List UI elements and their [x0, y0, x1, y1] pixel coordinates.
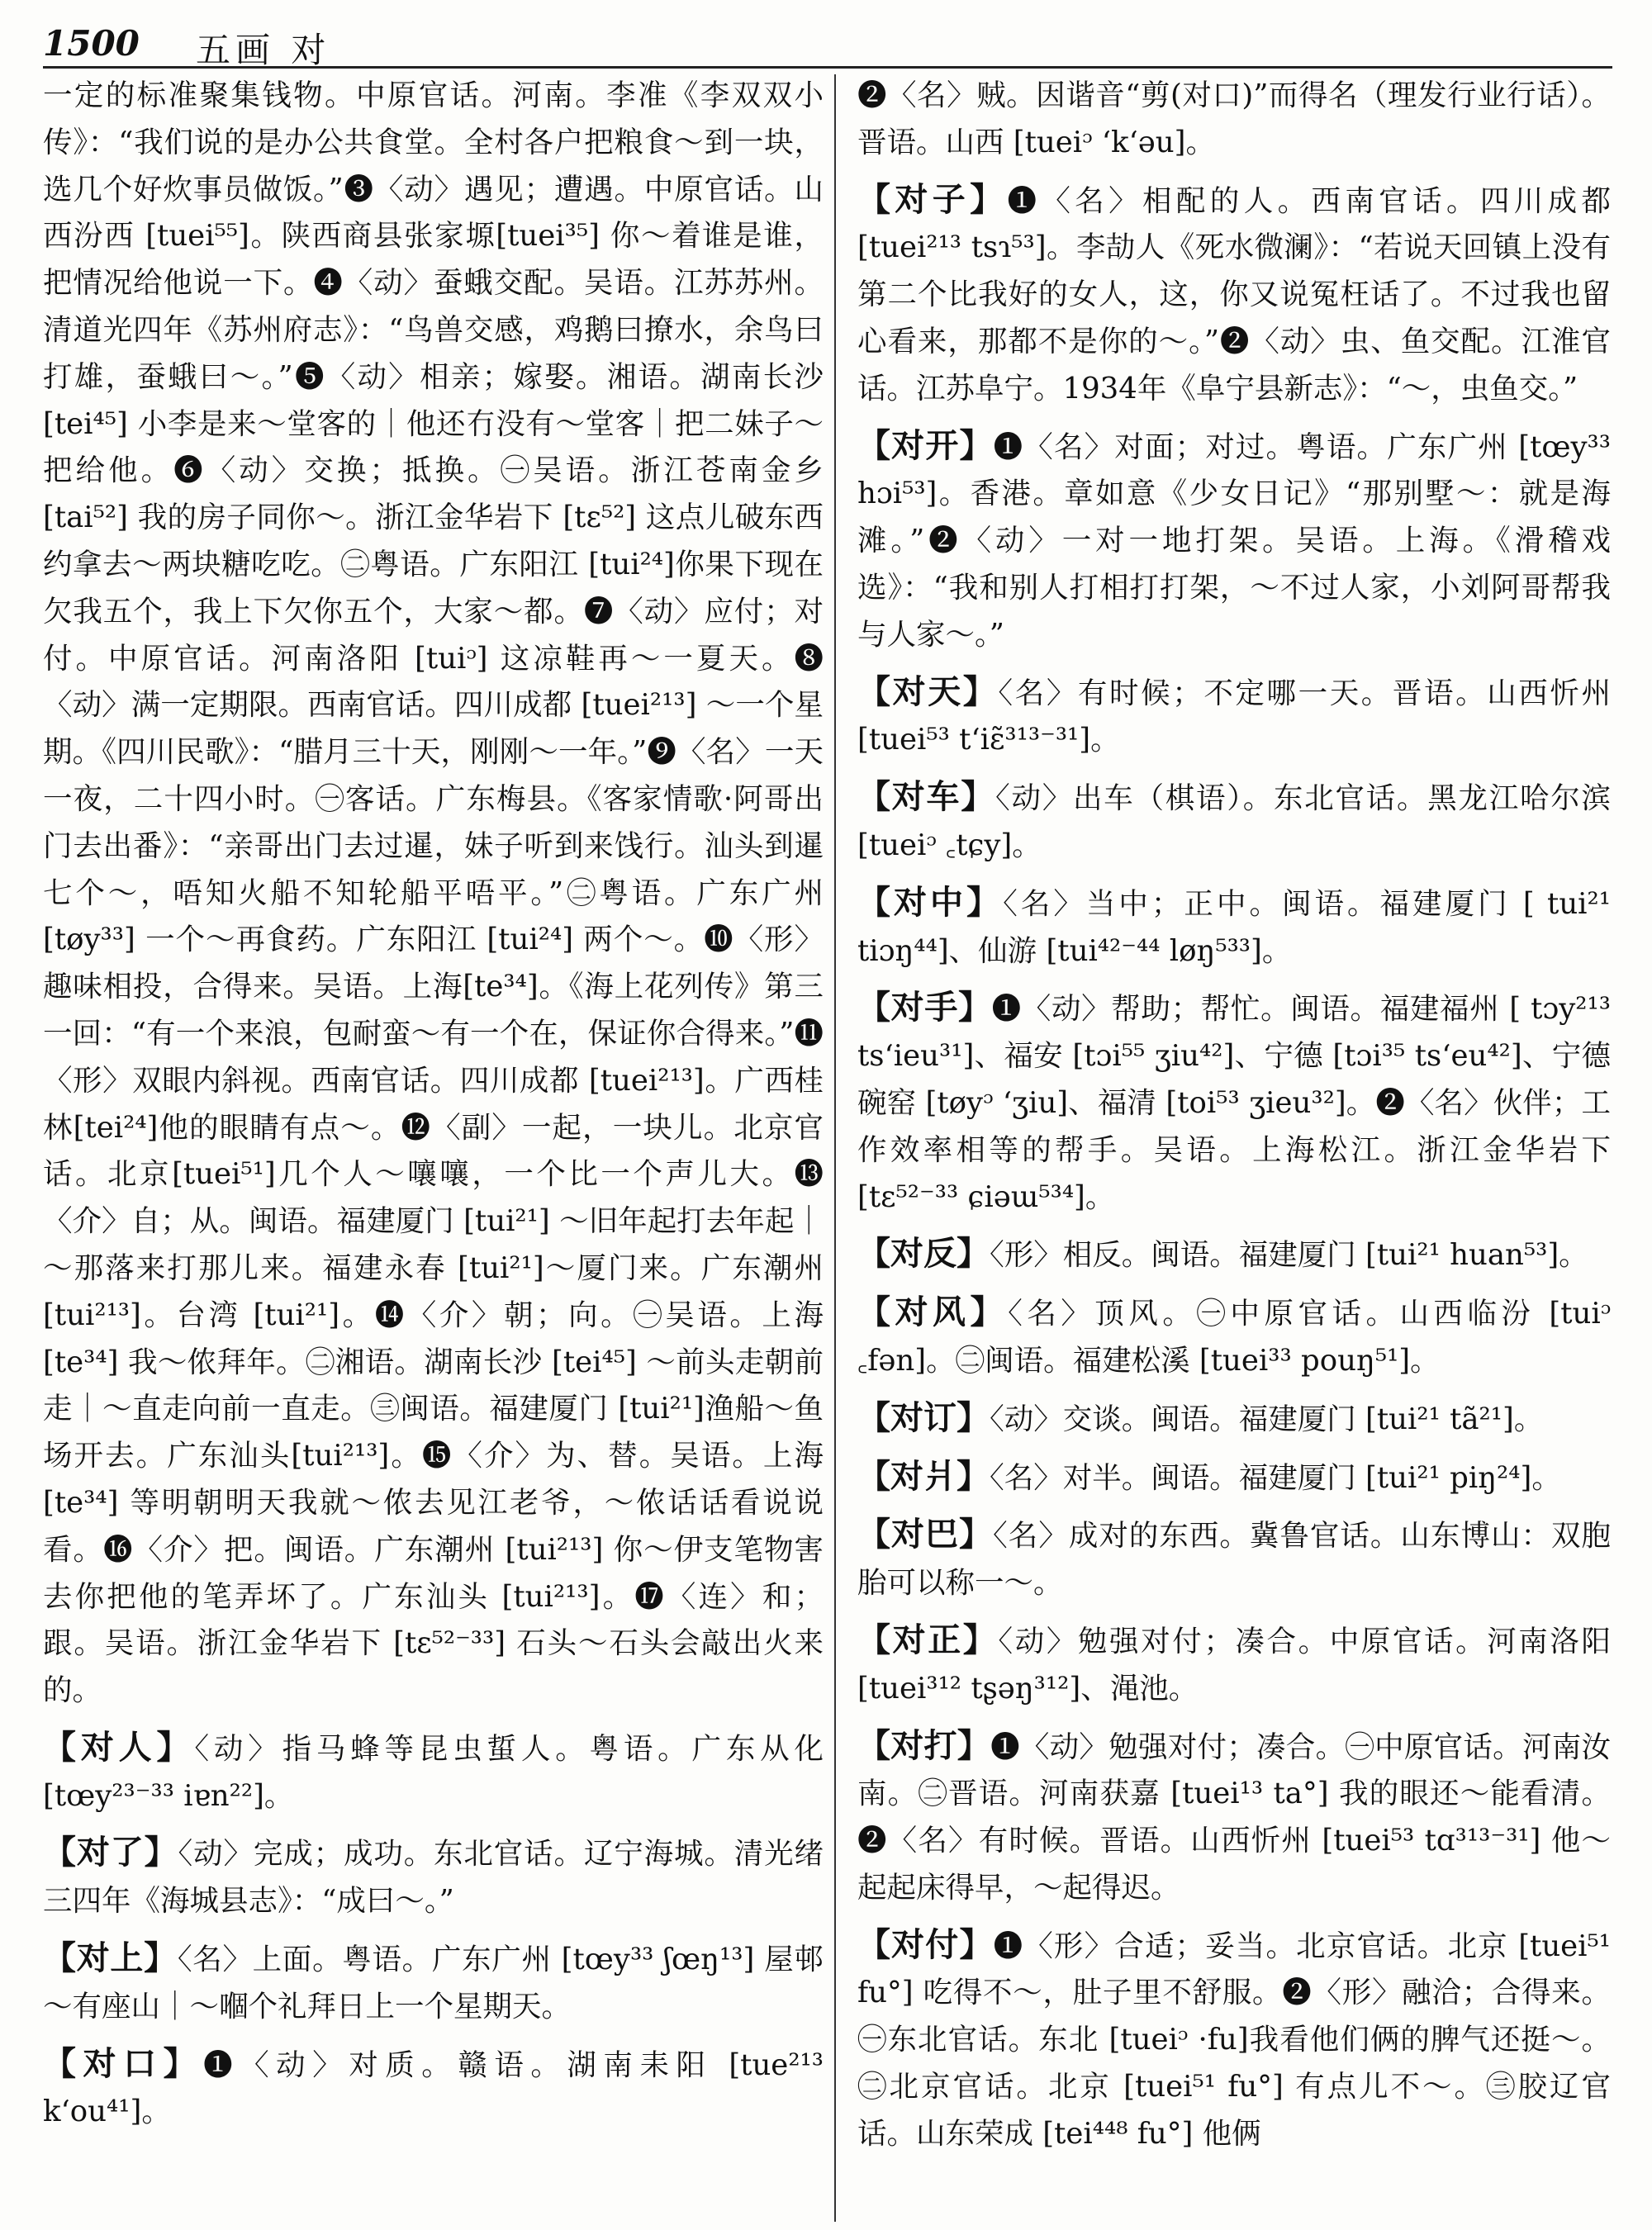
dictionary-entry	[857, 1231, 1611, 1279]
entry-text: 一定的标准聚集钱物。中原官话。河南。李准《李双双小传》：“我们说的是办公共食堂。全村各户把粮食～到一块，选几个好炊事员做饭。”❸〈动〉遇见；遭遇。中原官话。山西汾西 [tuei⁵⁵]。陕西商县张家塬[tuei³⁵] 你～着谁是谁，把情况给他说一下。❹〈动〉蚕蛾交配。吴语。江苏苏州。清道光四年《苏州府志》：“鸟兽交感，鸡鹅曰撩水，余鸟曰打雄，蚕蛾曰～。”❺〈动〉相亲；嫁娶。湘语。湖南长沙 [tei⁴⁵] 小李是来～堂客的｜他还冇没有～堂客｜把二妹子～把给他。❻〈动〉交换；抵换。㊀吴语。浙江苍南金乡 [tai⁵²] 我的房子同你～。浙江金华岩下 [tɛ⁵²] 这点儿破东西约拿去～两块糖吃吃。㊁粤语。广东阳江 [tui²⁴]你果下现在欠我五个，我上下欠你五个，大家～都。❼〈动〉应付；对付。中原官话。河南洛阳 [tuiᵓ] 这凉鞋再～一夏天。❽〈动〉满一定期限。西南官话。四川成都 [tuei²¹³] ～一个星期。《四川民歌》：“腊月三十天，刚刚～一年。”❾〈名〉一天一夜，二十四小时。㊀客话。广东梅县。《客家情歌·阿哥出门去出番》：“亲哥出门去过暹，妹子听到来饯行。汕头到暹七个～，唔知火船不知轮船平唔平。”㊁粤语。广东广州 [tøy³³] 一个～再食药。广东阳江 [tui²⁴] 两个～。❿〈形〉趣味相投，合得来。吴语。上海[te³⁴]。《海上花列传》第三一回：“有一个来浪，包耐蛮～有一个在，保证你合得来。”⓫〈形〉双眼内斜视。西南官话。四川成都 [tuei²¹³]。广西桂林[tei²⁴]他的眼睛有点～。⓬〈副〉一起，一块儿。北京官话。北京[tuei⁵¹]几个人～嚷嚷，一个比一个声儿大。⓭〈介〉自；从。闽语。福建厦门 [tui²¹] ～旧年起打去年起｜～那落来打那儿来。福建永春 [tui²¹]～厦门来。广东潮州 [tui²¹³]。台湾 [tui²¹]。⓮〈介〉朝；向。㊀吴语。上海 [te³⁴] 我～侬拜年。㊁湘语。湖南长沙 [tei⁴⁵] ～前头走朝前走｜～直走向前一直走。㊂闽语。福建厦门 [tui²¹]渔船～鱼场开去。广东汕头[tui²¹³]。⓯〈介〉为、替。吴语。上海 [te³⁴] 等明朝明天我就～侬去见江老爷，～侬话话看说说看。⓰〈介〉把。闽语。广东潮州 [tui²¹³] 你～伊支笔物害去你把他的笔弄坏了。广东汕头 [tui²¹³]。⓱〈连〉和；跟。吴语。浙江金华岩下 [tɛ⁵²⁻³³] 石头～石头会敲出火来的。	[43, 78, 824, 1708]
entry-continuation	[857, 73, 1611, 167]
dictionary-entry	[857, 1289, 1611, 1385]
dictionary-entry	[857, 1454, 1611, 1502]
right-column	[857, 73, 1611, 2220]
entry-text: 〈形〉相反。闽语。福建厦门 [tui²¹ huan⁵³]。	[990, 1238, 1588, 1273]
dictionary-entry	[857, 774, 1611, 870]
headword: 【对上】	[43, 1938, 178, 1978]
headword: 【对打】	[857, 1725, 991, 1765]
entry-text: ❶〈名〉相配的人。西南官话。四川成都 [tuei²¹³ tsɿ⁵³]。李劼人《死水微澜》：“若说天回镇上没有第二个比我好的女人，这，你又说冤枉话了。不过我也留心看来，那都不是你的～。”❷〈动〉虫、鱼交配。江淮官话。江苏阜宁。1934年《阜宁县新志》：“～，虫鱼交。”	[857, 183, 1611, 406]
headword: 【对了】	[43, 1833, 178, 1872]
entry-text: 〈动〉出车（棋语）。东北官话。黑龙江哈尔滨 [tueiᵓ ꜀tɕy]。	[857, 781, 1611, 862]
headword: 【对车】	[857, 777, 995, 817]
entry-text: 〈名〉当中；正中。闽语。福建厦门 [ tui²¹ tiɔŋ⁴⁴]、仙游 [tui⁴²⁻⁴⁴ løŋ⁵³³]。	[857, 886, 1611, 968]
entry-text: 〈名〉有时候；不定哪一天。晋语。山西忻州 [tuei⁵³ t‘iɛ̃³¹³⁻³¹]。	[857, 676, 1611, 757]
entry-continuation	[43, 73, 824, 1715]
dictionary-entry	[43, 1829, 824, 1925]
headword: 【对正】	[857, 1620, 999, 1659]
dictionary-entry	[857, 177, 1611, 413]
entry-text: 〈动〉完成；成功。东北官话。辽宁海城。清光绪三四年《海城县志》：“成曰～。”	[43, 1837, 824, 1919]
headword: 【对爿】	[857, 1456, 990, 1496]
dictionary-entry	[857, 880, 1611, 975]
headword: 【对巴】	[857, 1515, 994, 1554]
dictionary-entry	[857, 985, 1611, 1221]
page-heading: 五画 对	[196, 30, 331, 70]
left-column	[43, 73, 824, 2220]
entry-text: ❶〈动〉对质。赣语。湖南耒阳 [tue²¹³ k‘ou⁴¹]。	[43, 2047, 824, 2129]
dictionary-entry	[857, 669, 1611, 765]
dictionary-entry	[857, 1395, 1611, 1444]
entry-text: 〈动〉交谈。闽语。福建厦门 [tui²¹ tã²¹]。	[990, 1402, 1544, 1436]
dictionary-entry	[857, 1922, 1611, 2158]
column-divider	[834, 74, 836, 2222]
dictionary-entry	[857, 1723, 1611, 1912]
headword: 【对订】	[857, 1397, 990, 1437]
headword: 【对子】	[857, 179, 1008, 219]
dictionary-entry	[857, 1511, 1611, 1607]
headword: 【对口】	[43, 2043, 204, 2083]
entry-text: ❶〈动〉帮助；帮忙。闽语。福建福州 [ tɔy²¹³ ts‘ieu³¹]、福安 [tɔi⁵⁵ ʒiu⁴²]、宁德 [tɔi³⁵ ts‘eu⁴²]、宁德碗窑 [tøyᵓ ‘ʒiu]、福清 [toi⁵³ ʒieu³²]。❷〈名〉伙伴；工作效率相等的帮手。吴语。上海松江。浙江金华岩下 [tɛ⁵²⁻³³ ɕiəɯ⁵³⁴]。	[857, 992, 1611, 1214]
entry-text: 〈名〉成对的东西。冀鲁官话。山东博山：双胞胎可以称一～。	[857, 1519, 1611, 1601]
headword: 【对反】	[857, 1234, 990, 1274]
page-header	[43, 15, 1612, 70]
entry-text: 〈动〉指马蜂等昆虫蜇人。粤语。广东从化 [tœy²³⁻³³ iɐn²²]。	[43, 1731, 824, 1813]
entry-text: ❶〈形〉合适；妥当。北京官话。北京 [tuei⁵¹ fu°] 吃得不～，肚子里不舒服。❷〈形〉融洽；合得来。㊀东北官话。东北 [tueiᵓ ·fu]我看他们俩的脾气还挺～。㊁北京官话。北京 [tuei⁵¹ fu°] 有点儿不～。㊂胶辽官话。山东荣成 [tei⁴⁴⁸ fu°] 他俩	[857, 1929, 1611, 2151]
header-rule	[43, 66, 1612, 69]
headword: 【对人】	[43, 1727, 195, 1767]
page-number: 1500	[43, 23, 140, 64]
headword: 【对中】	[857, 882, 1004, 922]
entry-text: 〈名〉对半。闽语。福建厦门 [tui²¹ piŋ²⁴]。	[990, 1460, 1561, 1495]
dictionary-entry	[43, 1935, 824, 2031]
dictionary-entry	[43, 1725, 824, 1820]
entry-text: 〈动〉勉强对付；凑合。中原官话。河南洛阳 [tuei³¹² tʂəŋ³¹²]、渑池。	[857, 1624, 1611, 1706]
headword: 【对风】	[857, 1293, 1009, 1332]
entry-text: ❶〈动〉勉强对付；凑合。㊀中原官话。河南汝南。㊁晋语。河南获嘉 [tuei¹³ ta°] 我的眼还～能看清。❷〈名〉有时候。晋语。山西忻州 [tuei⁵³ tɑ³¹³⁻³¹] 他～起起床得早，～起得迟。	[857, 1729, 1611, 1905]
headword: 【对手】	[857, 988, 992, 1027]
headword: 【对付】	[857, 1924, 994, 1964]
headword: 【对开】	[857, 425, 994, 465]
dictionary-entry	[857, 423, 1611, 659]
entry-text: 〈名〉顶风。㊀中原官话。山西临汾 [tuiᵓ ꜀fən]。㊁闽语。福建松溪 [tuei³³ pouŋ⁵¹]。	[857, 1297, 1611, 1378]
entry-text: ❷〈名〉贼。因谐音“剪(对口)”而得名（理发行业行话）。晋语。山西 [tueiᵓ ‘k‘əu]。	[857, 78, 1611, 159]
entry-text: ❶〈名〉对面；对过。粤语。广东广州 [tœy³³ hɔi⁵³]。香港。章如意《少女日记》“那别墅～：就是海滩。”❷〈动〉一对一地打架。吴语。上海。《滑稽戏选》：“我和别人打相打打架，～不过人家，小刘阿哥帮我与人家～。”	[857, 429, 1611, 652]
dictionary-entry	[43, 2041, 824, 2137]
dictionary-entry	[857, 1617, 1611, 1713]
entry-text: 〈名〉上面。粤语。广东广州 [tœy³³ ʃœŋ¹³] 屋邨～有座山｜～嗰个礼拜日上一个星期天。	[43, 1943, 824, 2024]
headword: 【对天】	[857, 671, 999, 711]
